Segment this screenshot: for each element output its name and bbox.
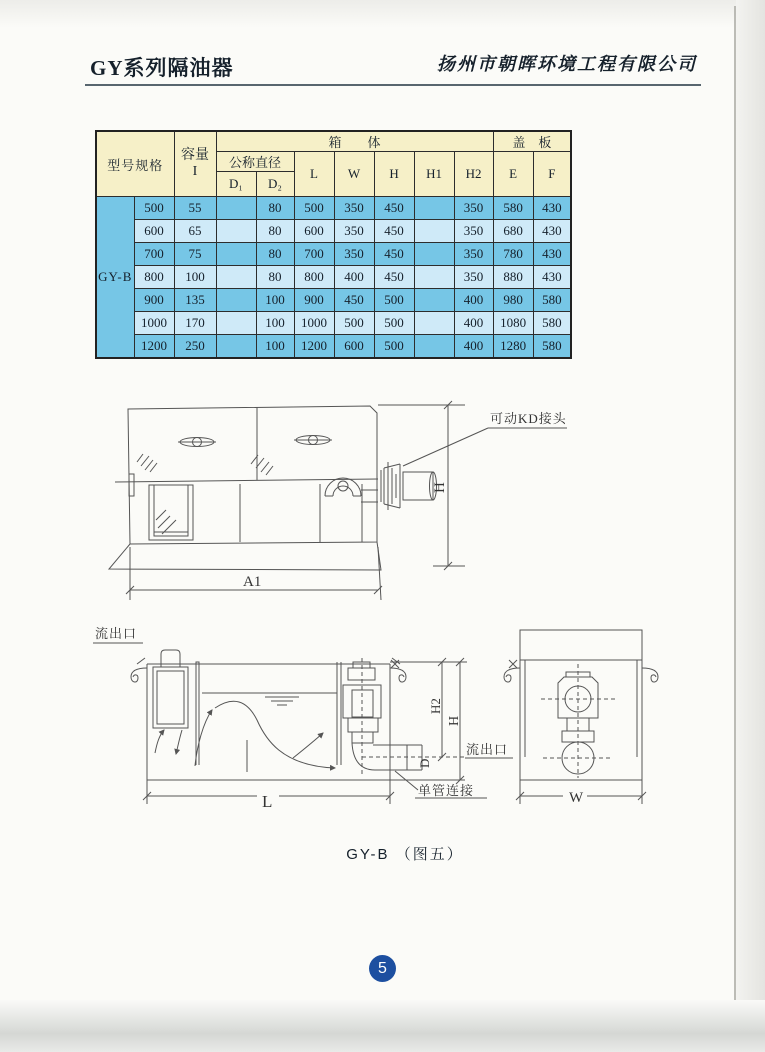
cell-l: 800 [294, 266, 334, 289]
cell-f: 430 [533, 243, 571, 266]
cell-d1 [216, 335, 256, 359]
section-diagrams [85, 618, 685, 833]
cell-size: 600 [134, 220, 174, 243]
table-row [96, 220, 571, 243]
cell-h1 [414, 243, 454, 266]
flow-arrows [155, 701, 335, 768]
col-header-W: W [334, 152, 374, 197]
cell-l: 600 [294, 220, 334, 243]
cell-h: 450 [374, 243, 414, 266]
cell-h2: 350 [454, 266, 493, 289]
kd-connector-label: 可动KD接头 [490, 411, 567, 426]
cell-h: 450 [374, 197, 414, 220]
cell-e: 880 [493, 266, 533, 289]
cell-f: 430 [533, 266, 571, 289]
cell-w: 450 [334, 289, 374, 312]
cell-d1 [216, 266, 256, 289]
lid-handle-left [178, 438, 216, 447]
scan-page-edge-strip [736, 0, 765, 1052]
cell-size: 800 [134, 266, 174, 289]
cell-h2: 400 [454, 312, 493, 335]
cell-f: 580 [533, 312, 571, 335]
cell-capacity: 250 [174, 335, 216, 359]
cell-f: 430 [533, 220, 571, 243]
scan-bottom-edge [0, 1000, 765, 1052]
cell-d2: 80 [256, 197, 294, 220]
dimension-Hsection-label: H [447, 715, 462, 726]
cell-h: 500 [374, 289, 414, 312]
company-name: 扬州市朝晖环境工程有限公司 [437, 54, 697, 74]
cell-size: 1200 [134, 335, 174, 359]
kd-connector [381, 462, 437, 510]
cell-w: 500 [334, 312, 374, 335]
col-header-E: E [493, 152, 533, 197]
capacity-unit: I [192, 164, 198, 179]
cell-d2: 80 [256, 243, 294, 266]
cell-d2: 80 [256, 266, 294, 289]
cell-e: 980 [493, 289, 533, 312]
cell-e: 780 [493, 243, 533, 266]
isometric-diagram [85, 392, 585, 610]
cell-l: 900 [294, 289, 334, 312]
col-header-H1: H1 [414, 152, 454, 197]
cell-capacity: 55 [174, 197, 216, 220]
cell-w: 400 [334, 266, 374, 289]
water-level [202, 693, 337, 705]
dimension-H2-label: H2 [428, 698, 443, 714]
table-row [96, 289, 571, 312]
outlet-right-label: 流出口 [466, 742, 509, 757]
figure-caption: GY-B （图五） [346, 846, 464, 863]
cell-capacity: 170 [174, 312, 216, 335]
page-number-badge: 5 [369, 955, 396, 982]
page-title: GY系列隔油器 [90, 56, 234, 80]
cell-d2: 100 [256, 289, 294, 312]
cell-h1 [414, 266, 454, 289]
col-header-F: F [533, 152, 571, 197]
capacity-label: 容量 [181, 147, 210, 163]
hook-left [131, 658, 147, 682]
cell-capacity: 65 [174, 220, 216, 243]
col-header-H: H [374, 152, 414, 197]
cell-h: 500 [374, 335, 414, 359]
cell-capacity: 135 [174, 289, 216, 312]
cell-d1 [216, 220, 256, 243]
cell-h: 500 [374, 312, 414, 335]
table-row [96, 197, 571, 220]
col-header-D2: D₂ [256, 172, 294, 197]
strainer-basket [153, 650, 188, 728]
cell-f: 430 [533, 197, 571, 220]
cell-w: 600 [334, 335, 374, 359]
cell-h2: 400 [454, 335, 493, 359]
cell-d1 [216, 289, 256, 312]
single-pipe-label: 单管连接 [418, 783, 475, 798]
tank-outline [109, 406, 381, 570]
cell-capacity: 75 [174, 243, 216, 266]
cell-size: 900 [134, 289, 174, 312]
col-header-model: 型号规格 [96, 131, 174, 197]
cell-d2: 80 [256, 220, 294, 243]
end-hook-left [504, 668, 520, 682]
cell-h2: 350 [454, 243, 493, 266]
cell-capacity: 100 [174, 266, 216, 289]
cell-l: 700 [294, 243, 334, 266]
end-hook-right [642, 668, 658, 682]
cell-d1 [216, 243, 256, 266]
table-row [96, 312, 571, 335]
cell-e: 680 [493, 220, 533, 243]
cell-h1 [414, 220, 454, 243]
col-group-box: 箱 体 [216, 131, 493, 152]
cell-size: 700 [134, 243, 174, 266]
col-header-H2: H2 [454, 152, 493, 197]
cell-f: 580 [533, 289, 571, 312]
col-group-cover: 盖 板 [493, 131, 571, 152]
col-header-L: L [294, 152, 334, 197]
cell-d1 [216, 312, 256, 335]
cell-d2: 100 [256, 335, 294, 359]
lid-hatch-marks [137, 454, 273, 475]
cell-h1 [414, 335, 454, 359]
cell-f: 580 [533, 335, 571, 359]
spec-table-body [96, 197, 571, 359]
dimension-H-label: H [432, 482, 448, 493]
dimension-H [378, 401, 465, 570]
outlet-elbow [325, 478, 378, 502]
table-row [96, 335, 571, 359]
col-header-nominal-diameter: 公称直径 [216, 152, 294, 172]
cell-e: 1280 [493, 335, 533, 359]
scan-top-shade [0, 0, 765, 28]
end-view-tank [509, 630, 642, 780]
table-row [96, 243, 571, 266]
cell-w: 350 [334, 197, 374, 220]
dimension-L-label: L [262, 792, 273, 811]
cell-d1 [216, 197, 256, 220]
cell-d2: 100 [256, 312, 294, 335]
cell-w: 350 [334, 243, 374, 266]
cell-e: 1080 [493, 312, 533, 335]
dimension-A1-label: A1 [243, 574, 262, 590]
inner-dividers [240, 484, 362, 542]
cell-h1 [414, 289, 454, 312]
table-row [96, 266, 571, 289]
col-header-capacity [174, 131, 216, 197]
cell-size: 1000 [134, 312, 174, 335]
kd-leader-line [403, 428, 567, 466]
centerlines-endview [541, 664, 615, 778]
cell-h: 450 [374, 266, 414, 289]
cell-h2: 400 [454, 289, 493, 312]
cell-h1 [414, 312, 454, 335]
standpipe-assembly [337, 662, 422, 770]
header-divider [85, 84, 701, 86]
lid-handle-right [294, 436, 332, 445]
spec-table [95, 130, 572, 359]
cell-w: 350 [334, 220, 374, 243]
cell-size: 500 [134, 197, 174, 220]
dimension-D-label: D [417, 758, 432, 768]
cell-l: 1000 [294, 312, 334, 335]
col-header-D1: D₁ [216, 172, 256, 197]
cell-h1 [414, 197, 454, 220]
model-cell: GY-B [96, 197, 134, 359]
cell-h2: 350 [454, 197, 493, 220]
cell-h: 450 [374, 220, 414, 243]
inlet-basket [149, 485, 193, 540]
outlet-left-label: 流出口 [95, 626, 138, 641]
cell-l: 500 [294, 197, 334, 220]
cell-h2: 350 [454, 220, 493, 243]
cell-l: 1200 [294, 335, 334, 359]
cell-e: 580 [493, 197, 533, 220]
dimension-W-label: W [569, 790, 584, 806]
